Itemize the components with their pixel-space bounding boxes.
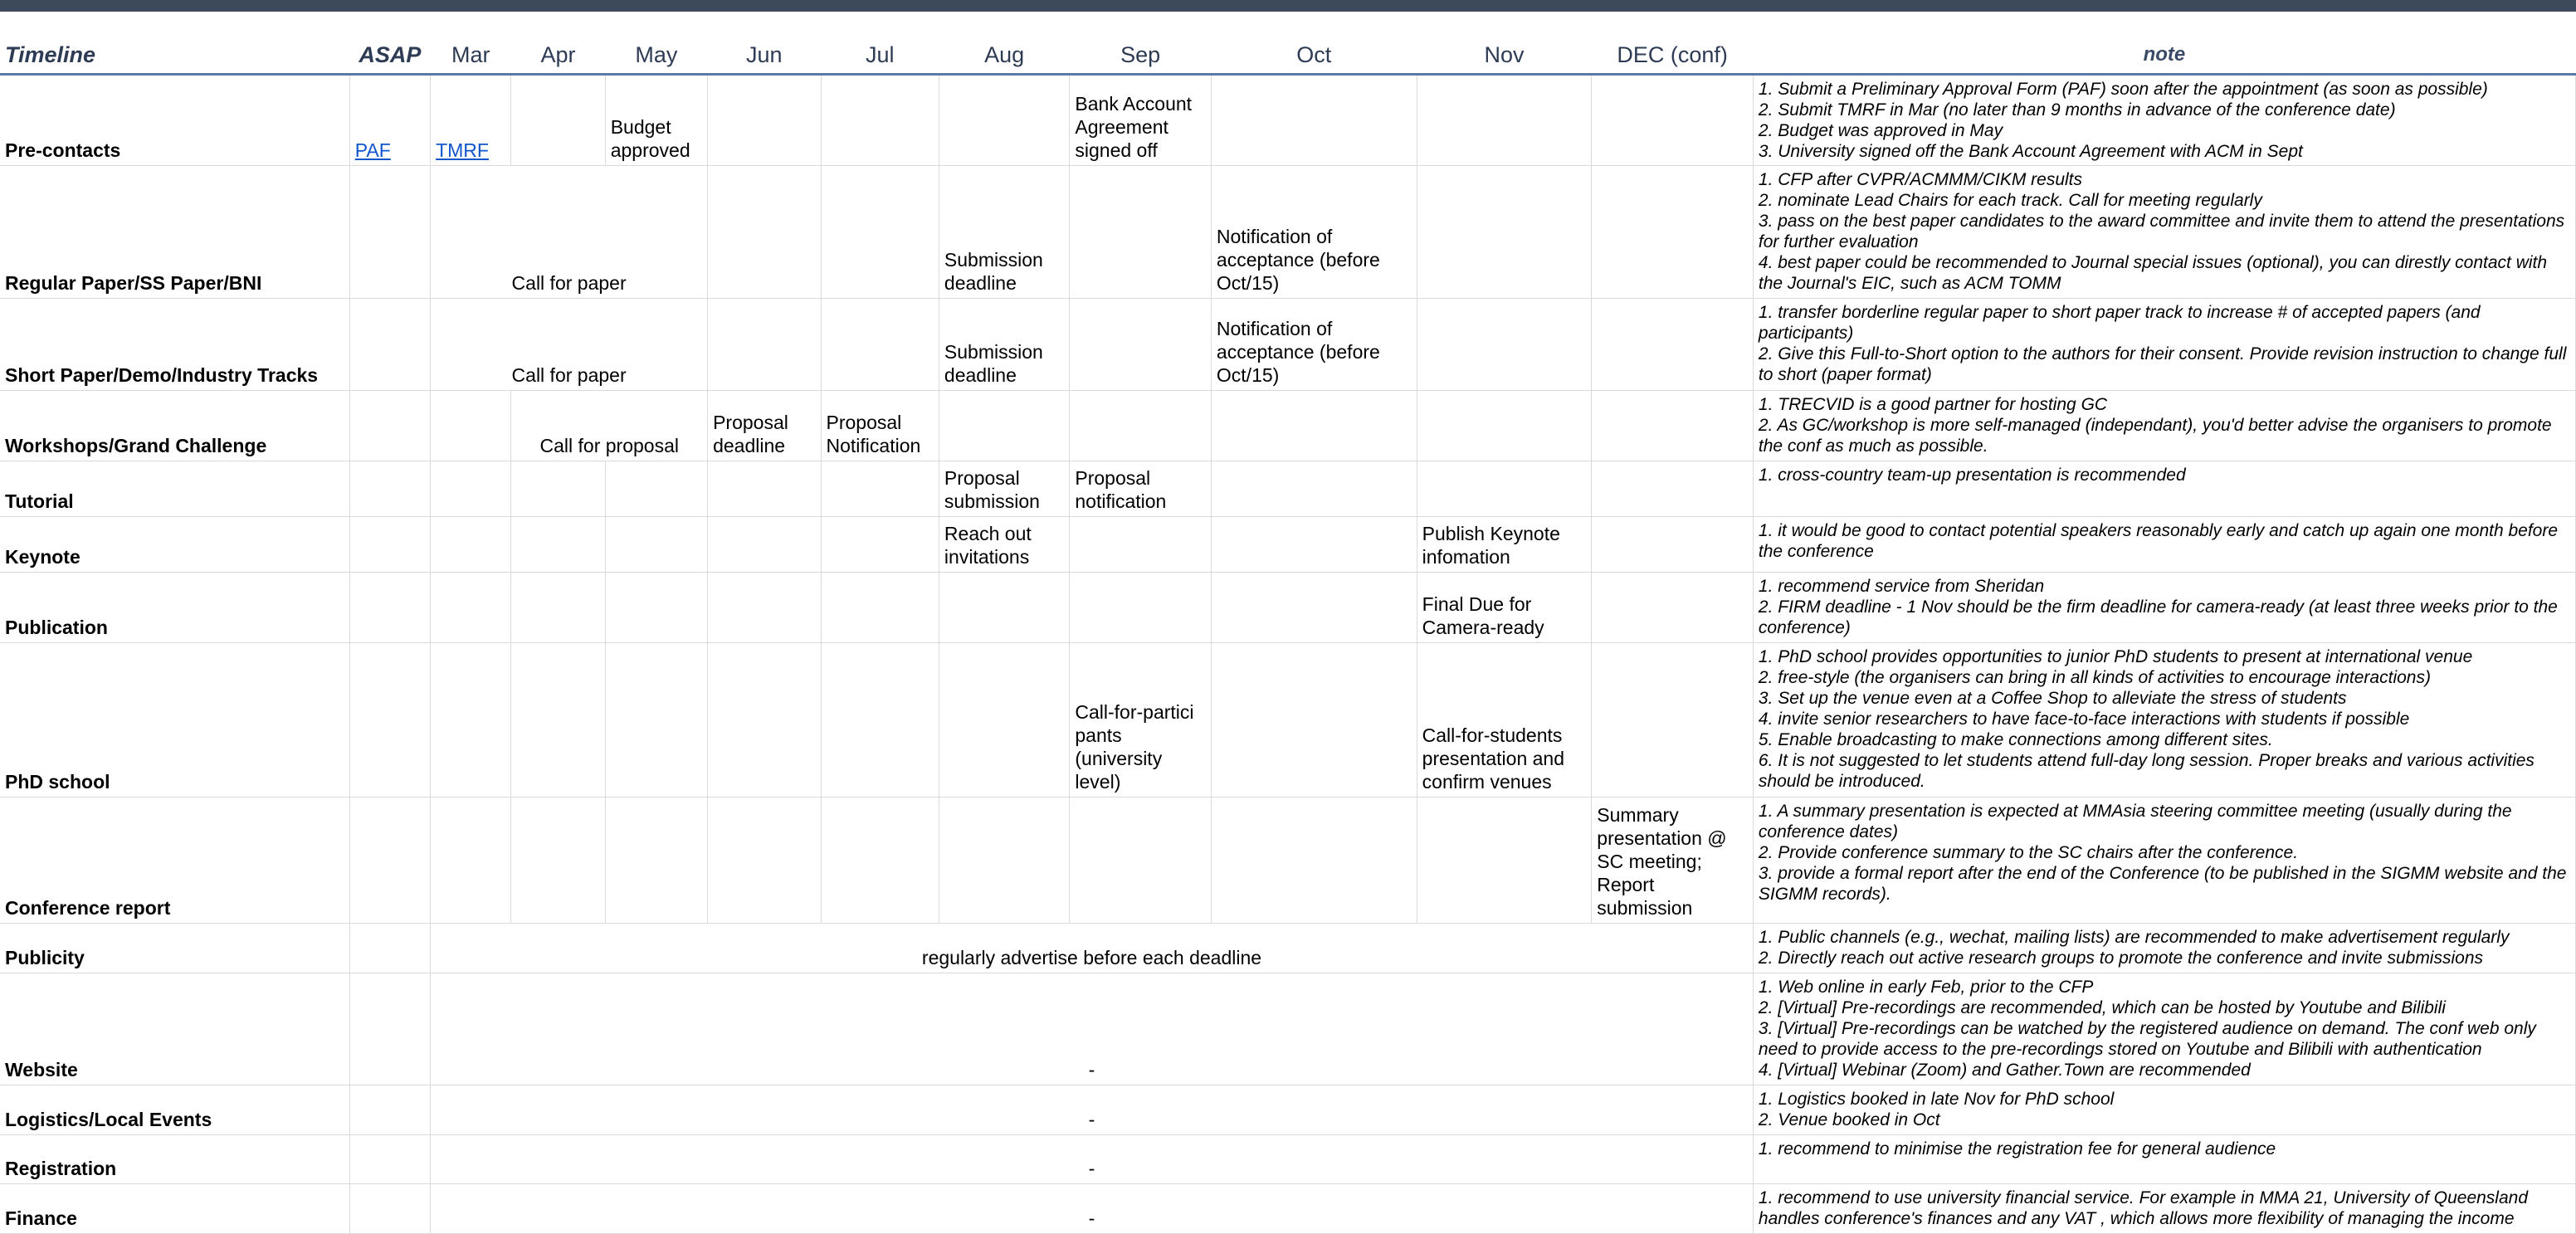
note-cell: 1. it would be good to contact potential speakers reasonably early and catch up again one month before the conference bbox=[1753, 517, 2575, 573]
cell-apr bbox=[511, 461, 605, 517]
row-regular-paper bbox=[0, 166, 2576, 299]
cell-oct bbox=[1211, 517, 1417, 573]
cell-asap bbox=[349, 299, 430, 391]
cell-mar bbox=[431, 517, 511, 573]
cell-oct bbox=[1211, 573, 1417, 643]
cell-span: - bbox=[431, 1184, 1754, 1234]
cell-oct bbox=[1211, 391, 1417, 461]
cell-may bbox=[605, 517, 707, 573]
note-cell: 1. cross-country team-up presentation is recommended bbox=[1753, 461, 2575, 517]
top-bar bbox=[0, 0, 2576, 12]
cell-nov: Final Due for Camera-ready bbox=[1417, 573, 1592, 643]
header-sep: Sep bbox=[1070, 12, 1212, 75]
cell-jun bbox=[708, 75, 821, 166]
cell-jun bbox=[708, 517, 821, 573]
row-tutorial bbox=[0, 461, 2576, 517]
cell-jun: Proposal deadline bbox=[708, 391, 821, 461]
cell-oct: Notification of acceptance (before Oct/15) bbox=[1211, 299, 1417, 391]
cell-aug: Submission deadline bbox=[939, 166, 1069, 299]
cell-aug bbox=[939, 573, 1069, 643]
cell-jun bbox=[708, 643, 821, 797]
cell-apr bbox=[511, 643, 605, 797]
paf-link[interactable]: PAF bbox=[354, 139, 391, 161]
cell-asap bbox=[349, 643, 430, 797]
cell-may bbox=[605, 461, 707, 517]
cell-mar bbox=[431, 75, 511, 166]
cell-may bbox=[605, 573, 707, 643]
cell-jul bbox=[821, 166, 939, 299]
cell-nov bbox=[1417, 797, 1592, 924]
cell-jun bbox=[708, 573, 821, 643]
header-nov: Nov bbox=[1417, 12, 1592, 75]
row-label: Workshops/Grand Challenge bbox=[0, 391, 349, 461]
cell-jun bbox=[708, 797, 821, 924]
cell-asap bbox=[349, 517, 430, 573]
cell-jun bbox=[708, 299, 821, 391]
cell-asap bbox=[349, 1085, 430, 1135]
cell-sep: Call-for-partici pants (university level) bbox=[1070, 643, 1212, 797]
cell-sep bbox=[1070, 166, 1212, 299]
header-dec: DEC (conf) bbox=[1592, 12, 1754, 75]
cell-span: - bbox=[431, 1135, 1754, 1184]
cell-mar bbox=[431, 643, 511, 797]
row-label: Website bbox=[0, 973, 349, 1085]
header-note: note bbox=[1753, 12, 2575, 75]
cell-sep bbox=[1070, 797, 1212, 924]
cell-asap bbox=[349, 797, 430, 924]
cell-aug bbox=[939, 797, 1069, 924]
cell-jul bbox=[821, 299, 939, 391]
cell-asap bbox=[349, 75, 430, 166]
cell-asap bbox=[349, 1184, 430, 1234]
row-pre-contacts bbox=[0, 75, 2576, 166]
cell-sep bbox=[1070, 573, 1212, 643]
row-conference-report bbox=[0, 797, 2576, 924]
row-label: Short Paper/Demo/Industry Tracks bbox=[0, 299, 349, 391]
note-cell: 1. TRECVID is a good partner for hosting GC 2. As GC/workshop is more self-managed (independant), you'd better advise the organisers to promote the conf as much as possible. bbox=[1753, 391, 2575, 461]
cell-oct bbox=[1211, 643, 1417, 797]
cell-sep bbox=[1070, 517, 1212, 573]
cell-nov: Call-for-students presentation and confirm venues bbox=[1417, 643, 1592, 797]
cell-mar bbox=[431, 391, 511, 461]
cell-aug bbox=[939, 75, 1069, 166]
row-phd-school bbox=[0, 643, 2576, 797]
cell-jul bbox=[821, 573, 939, 643]
cell-aug bbox=[939, 391, 1069, 461]
cell-may: Budget approved bbox=[605, 75, 707, 166]
cell-asap bbox=[349, 461, 430, 517]
cell-dec bbox=[1592, 75, 1754, 166]
header-jul: Jul bbox=[821, 12, 939, 75]
cell-jun bbox=[708, 461, 821, 517]
cell-aug: Reach out invitations bbox=[939, 517, 1069, 573]
cell-aug: Proposal submission bbox=[939, 461, 1069, 517]
cell-span: - bbox=[431, 973, 1754, 1085]
cell-asap bbox=[349, 1135, 430, 1184]
row-label: Registration bbox=[0, 1135, 349, 1184]
header-aug: Aug bbox=[939, 12, 1069, 75]
cell-mar bbox=[431, 461, 511, 517]
cell-dec bbox=[1592, 573, 1754, 643]
row-label: PhD school bbox=[0, 643, 349, 797]
cell-dec bbox=[1592, 517, 1754, 573]
cell-dec bbox=[1592, 299, 1754, 391]
cell-sep: Proposal notification bbox=[1070, 461, 1212, 517]
row-logistics bbox=[0, 1085, 2576, 1135]
cell-asap bbox=[349, 166, 430, 299]
cell-oct bbox=[1211, 461, 1417, 517]
header-timeline: Timeline bbox=[0, 12, 349, 75]
cell-may bbox=[605, 797, 707, 924]
note-cell: 1. Submit a Preliminary Approval Form (PAF) soon after the appointment (as soon as possible) 2. Submit TMRF in Mar (no later than 9 months in advance of the conference date) 2. Budget was approved in May 3. University signed off the Bank Account Agreement with ACM in Sept bbox=[1753, 75, 2575, 166]
cell-dec bbox=[1592, 391, 1754, 461]
cell-oct bbox=[1211, 75, 1417, 166]
row-label: Publication bbox=[0, 573, 349, 643]
cell-jul bbox=[821, 517, 939, 573]
row-label: Tutorial bbox=[0, 461, 349, 517]
cell-jun bbox=[708, 166, 821, 299]
header-asap: ASAP bbox=[349, 12, 430, 75]
cell-call-for-paper: Call for paper bbox=[431, 166, 708, 299]
note-cell: 1. recommend to minimise the registration fee for general audience bbox=[1753, 1135, 2575, 1184]
note-cell: 1. A summary presentation is expected at MMAsia steering committee meeting (usually during the conference dates) 2. Provide conference summary to the SC chairs after the conference. 3. provide a formal report after the end of the Conference (to be published in the SIGMM website and the SIGMM records). bbox=[1753, 797, 2575, 924]
row-registration bbox=[0, 1135, 2576, 1184]
note-cell: 1. recommend to use university financial service. For example in MMA 21, University of Queensland handles conference's finances and any VAT , which allows more flexibility of managing the income bbox=[1753, 1184, 2575, 1234]
cell-nov bbox=[1417, 75, 1592, 166]
cell-asap bbox=[349, 973, 430, 1085]
note-cell: 1. PhD school provides opportunities to junior PhD students to present at international venue 2. free-style (the organisers can bring in all kinds of activities to encourage interactions) 3. Set up the venue even at a Coffee Shop to alleviate the stress of students 4. invite senior researchers to have face-to-face interactions with students if possible 5. Enable broadcasting to make connections among different sites. 6. It is not suggested to let students attend full-day long session. Proper breaks and various activities should be introduced. bbox=[1753, 643, 2575, 797]
row-label: Pre-contacts bbox=[0, 75, 349, 166]
note-cell: 1. Public channels (e.g., wechat, mailing lists) are recommended to make advertisement regularly 2. Directly reach out active research groups to promote the conference and invite submissions bbox=[1753, 924, 2575, 973]
row-publicity bbox=[0, 924, 2576, 973]
cell-call-for-paper: Call for paper bbox=[431, 299, 708, 391]
cell-may bbox=[605, 643, 707, 797]
row-short-paper bbox=[0, 299, 2576, 391]
cell-nov: Publish Keynote infomation bbox=[1417, 517, 1592, 573]
row-publication bbox=[0, 573, 2576, 643]
cell-jul bbox=[821, 797, 939, 924]
cell-nov bbox=[1417, 391, 1592, 461]
cell-span: - bbox=[431, 1085, 1754, 1135]
cell-nov bbox=[1417, 299, 1592, 391]
cell-oct: Notification of acceptance (before Oct/15) bbox=[1211, 166, 1417, 299]
cell-call-for-proposal: Call for proposal bbox=[511, 391, 708, 461]
header-mar: Mar bbox=[431, 12, 511, 75]
cell-apr bbox=[511, 517, 605, 573]
cell-aug bbox=[939, 643, 1069, 797]
cell-asap bbox=[349, 391, 430, 461]
header-row bbox=[0, 12, 2576, 75]
cell-nov bbox=[1417, 166, 1592, 299]
cell-asap bbox=[349, 573, 430, 643]
row-label: Logistics/Local Events bbox=[0, 1085, 349, 1135]
note-cell: 1. transfer borderline regular paper to short paper track to increase # of accepted papers (and participants) 2. Give this Full-to-Short option to the authors for their consent. Provide revision instruction to change full to short (paper format) bbox=[1753, 299, 2575, 391]
header-jun: Jun bbox=[708, 12, 821, 75]
cell-dec bbox=[1592, 166, 1754, 299]
cell-apr bbox=[511, 75, 605, 166]
row-label: Publicity bbox=[0, 924, 349, 973]
cell-jul bbox=[821, 643, 939, 797]
cell-dec bbox=[1592, 643, 1754, 797]
row-label: Keynote bbox=[0, 517, 349, 573]
cell-oct bbox=[1211, 797, 1417, 924]
timeline-table bbox=[0, 12, 2576, 1234]
row-finance bbox=[0, 1184, 2576, 1234]
note-cell: 1. Logistics booked in late Nov for PhD school 2. Venue booked in Oct bbox=[1753, 1085, 2575, 1135]
note-cell: 1. recommend service from Sheridan 2. FIRM deadline - 1 Nov should be the firm deadline for camera-ready (at least three weeks prior to the conference) bbox=[1753, 573, 2575, 643]
cell-apr bbox=[511, 573, 605, 643]
cell-sep bbox=[1070, 299, 1212, 391]
cell-asap bbox=[349, 924, 430, 973]
cell-span: regularly advertise before each deadline bbox=[431, 924, 1754, 973]
cell-dec bbox=[1592, 461, 1754, 517]
cell-mar bbox=[431, 797, 511, 924]
row-label: Conference report bbox=[0, 797, 349, 924]
cell-sep: Bank Account Agreement signed off bbox=[1070, 75, 1212, 166]
header-may: May bbox=[605, 12, 707, 75]
row-label: Finance bbox=[0, 1184, 349, 1234]
header-apr: Apr bbox=[511, 12, 605, 75]
cell-nov bbox=[1417, 461, 1592, 517]
cell-apr bbox=[511, 797, 605, 924]
row-workshops bbox=[0, 391, 2576, 461]
cell-jul bbox=[821, 461, 939, 517]
header-oct: Oct bbox=[1211, 12, 1417, 75]
row-website bbox=[0, 973, 2576, 1085]
cell-mar bbox=[431, 573, 511, 643]
cell-aug: Submission deadline bbox=[939, 299, 1069, 391]
cell-sep bbox=[1070, 391, 1212, 461]
note-cell: 1. Web online in early Feb, prior to the CFP 2. [Virtual] Pre-recordings are recommended, which can be hosted by Youtube and Bilibili 3. [Virtual] Pre-recordings can be watched by the registered audience on demand. The conf web only need to provide access to the pre-recordings stored on Youtube and Bilibili with authentication 4. [Virtual] Webinar (Zoom) and Gather.Town are recommended bbox=[1753, 973, 2575, 1085]
row-label: Regular Paper/SS Paper/BNI bbox=[0, 166, 349, 299]
cell-jul bbox=[821, 75, 939, 166]
row-keynote bbox=[0, 517, 2576, 573]
note-cell: 1. CFP after CVPR/ACMMM/CIKM results 2. nominate Lead Chairs for each track. Call for meeting regularly 3. pass on the best paper candidates to the award committee and invite them to attend the presentations for further evaluation 4. best paper could be recommended to Journal special issues (optional), you can direstly contact with the Journal's EIC, such as ACM TOMM bbox=[1753, 166, 2575, 299]
cell-jul: Proposal Notification bbox=[821, 391, 939, 461]
tmrf-link[interactable]: TMRF bbox=[436, 139, 489, 161]
cell-dec: Summary presentation @ SC meeting; Report submission bbox=[1592, 797, 1754, 924]
